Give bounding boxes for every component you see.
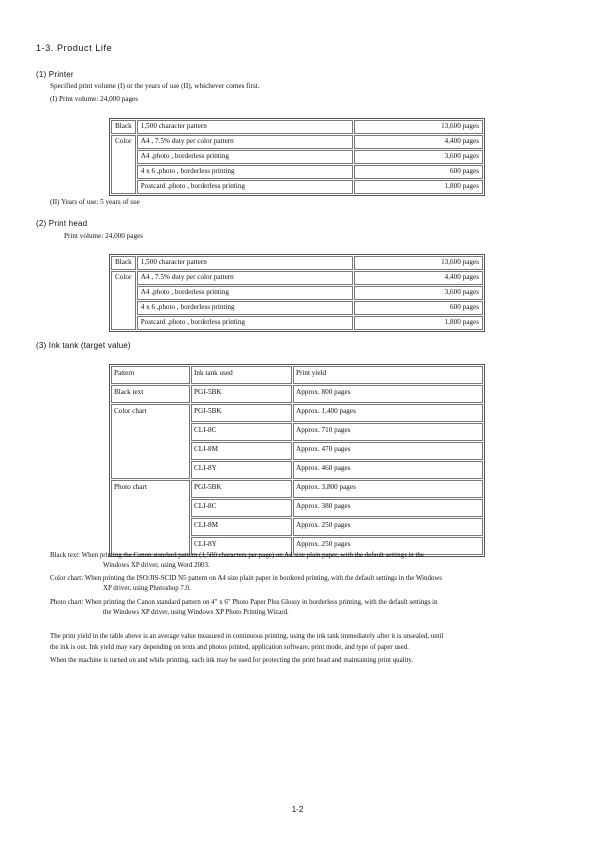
section-title: 1-3. Product Life bbox=[36, 43, 113, 53]
print-yield-cell: Approx. 3,800 pages bbox=[293, 480, 483, 498]
color-pages: 600 pages bbox=[354, 301, 483, 315]
print-yield-cell: Approx. 460 pages bbox=[293, 461, 483, 479]
color-pages: 600 pages bbox=[354, 165, 483, 179]
ink-tank-cell: CLI-8Y bbox=[191, 461, 292, 479]
print-yield-cell: Approx. 470 pages bbox=[293, 442, 483, 460]
table-row bbox=[111, 150, 483, 164]
printer-print-volume: (I) Print volume: 24,000 pages bbox=[50, 95, 139, 103]
note-photo-chart bbox=[50, 598, 438, 608]
color-pattern: 4 x 6 ,photo , borderless printing bbox=[137, 301, 353, 315]
table-row bbox=[111, 120, 483, 134]
black-label: Black bbox=[111, 256, 136, 270]
color-pattern: A4 ,photo , borderless printing bbox=[137, 150, 353, 164]
color-pattern: Postcard ,photo , borderless printing bbox=[137, 316, 353, 330]
color-pattern: Postcard ,photo , borderless printing bbox=[137, 180, 353, 194]
ink-tank-cell: CLI-8Y bbox=[191, 537, 292, 555]
ink-tank-cell: PGI-5BK bbox=[191, 385, 292, 403]
printhead-life-table bbox=[109, 254, 485, 332]
table-row bbox=[111, 135, 483, 149]
printhead-print-volume: Print volume: 24,000 pages bbox=[64, 232, 144, 240]
table-row bbox=[111, 165, 483, 179]
note-label: Black text: bbox=[50, 552, 81, 559]
color-pages: 1,800 pages bbox=[354, 180, 483, 194]
ink-tank-cell: PGI-5BK bbox=[191, 480, 292, 498]
printer-years-of-use: (II) Years of use: 5 years of use bbox=[50, 198, 140, 206]
yield-note-line1: The print yield in the table above is an average value measured in continuous printing, using the ink tank immediately after it is unsealed, until bbox=[50, 633, 444, 640]
table-row bbox=[111, 180, 483, 194]
table-row bbox=[111, 480, 483, 498]
black-pattern: 1,500 character pattern bbox=[137, 120, 353, 134]
header-print-yield: Print yield bbox=[293, 366, 483, 384]
table-row bbox=[111, 404, 483, 422]
black-label: Black bbox=[111, 120, 136, 134]
color-pages: 4,400 pages bbox=[354, 271, 483, 285]
print-yield-cell: Approx. 800 pages bbox=[293, 385, 483, 403]
color-pattern: A4 , 7.5% duty per color pattern bbox=[137, 135, 353, 149]
color-label: Color bbox=[111, 271, 136, 330]
note-line: When printing the ISO/JIS-SCID N5 pattern on A4 size plain paper in bordered printing, with the default settings in the Windows bbox=[84, 575, 442, 582]
table-row bbox=[111, 316, 483, 330]
yield-note-line2: the ink is out. Ink yield may vary depending on texts and photos printed, application software, print mode, and type of paper used. bbox=[50, 644, 409, 651]
color-pages: 3,600 pages bbox=[354, 286, 483, 300]
black-pattern: 1,500 character pattern bbox=[137, 256, 353, 270]
note-black-text-cont: Windows XP driver, using Word 2003. bbox=[103, 562, 210, 569]
note-color-chart bbox=[50, 574, 442, 584]
color-label: Color bbox=[111, 135, 136, 194]
note-label: Photo chart: bbox=[50, 599, 84, 606]
ink-tank-cell: CLI-8C bbox=[191, 499, 292, 517]
print-yield-cell: Approx. 250 pages bbox=[293, 537, 483, 555]
note-line: When printing the Canon standard pattern on 4" x 6" Photo Paper Plus Glossy in borderless printing, with the default settings in bbox=[85, 599, 438, 606]
print-yield-cell: Approx. 250 pages bbox=[293, 518, 483, 536]
note-photo-chart-cont: the Windows XP driver, using Windows XP Photo Printing Wizard. bbox=[103, 609, 289, 616]
color-pattern: 4 x 6 ,photo , borderless printing bbox=[137, 165, 353, 179]
print-yield-cell: Approx. 1,400 pages bbox=[293, 404, 483, 422]
note-line: When printing the Canon standard pattern (1,500 characters per page) on A4 size plain paper, with the default settings in the bbox=[81, 552, 424, 559]
color-pages: 3,600 pages bbox=[354, 150, 483, 164]
color-pages: 1,800 pages bbox=[354, 316, 483, 330]
color-pattern: A4 , 7.5% duty per color pattern bbox=[137, 271, 353, 285]
table-row bbox=[111, 301, 483, 315]
printer-heading: (1) Printer bbox=[36, 70, 74, 79]
inktank-heading: (3) Ink tank (target value) bbox=[36, 341, 131, 350]
table-row bbox=[111, 271, 483, 285]
ink-tank-cell: CLI-8M bbox=[191, 518, 292, 536]
ink-tank-cell: CLI-8C bbox=[191, 423, 292, 441]
pattern-cell: Photo chart bbox=[111, 480, 190, 555]
print-yield-cell: Approx. 710 pages bbox=[293, 423, 483, 441]
ink-tank-cell: CLI-8M bbox=[191, 442, 292, 460]
printhead-heading: (2) Print head bbox=[36, 219, 88, 228]
pattern-cell: Black text bbox=[111, 385, 190, 403]
note-color-chart-cont: XP driver, using Photoshop 7.0. bbox=[103, 585, 191, 592]
ink-tank-cell: PGI-5BK bbox=[191, 404, 292, 422]
table-header-row bbox=[111, 366, 483, 384]
note-black-text bbox=[50, 551, 424, 561]
table-row bbox=[111, 256, 483, 270]
ink-tank-table bbox=[109, 364, 485, 557]
printer-life-table bbox=[109, 118, 485, 196]
color-pattern: A4 ,photo , borderless printing bbox=[137, 286, 353, 300]
page-number: 1-2 bbox=[291, 805, 304, 814]
print-yield-cell: Approx. 380 pages bbox=[293, 499, 483, 517]
color-pages: 4,400 pages bbox=[354, 135, 483, 149]
header-pattern: Pattern bbox=[111, 366, 190, 384]
table-row bbox=[111, 385, 483, 403]
black-pages: 13,600 pages bbox=[354, 120, 483, 134]
printer-intro: Specified print volume (I) or the years of use (II), whichever comes first. bbox=[50, 82, 260, 90]
power-note: When the machine is turned on and while printing, each ink may be used for protecting the print head and maintaining print quality. bbox=[50, 657, 414, 664]
table-row bbox=[111, 286, 483, 300]
pattern-cell: Color chart bbox=[111, 404, 190, 479]
black-pages: 13,600 pages bbox=[354, 256, 483, 270]
header-ink-tank: Ink tank used bbox=[191, 366, 292, 384]
note-label: Color chart: bbox=[50, 575, 84, 582]
